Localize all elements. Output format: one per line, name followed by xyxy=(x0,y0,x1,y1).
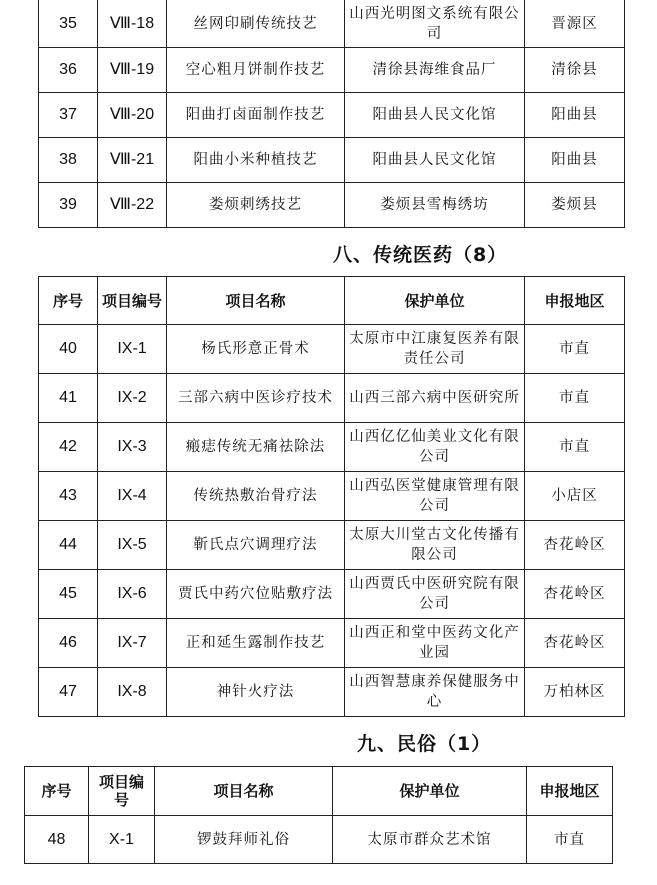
cell-region: 市直 xyxy=(525,423,625,472)
cell-no: 37 xyxy=(39,93,98,138)
table-row xyxy=(39,521,625,570)
cell-unit: 太原市群众艺术馆 xyxy=(333,816,527,864)
cell-name: 杨氏形意正骨术 xyxy=(167,325,345,374)
header-unit: 保护单位 xyxy=(333,767,527,816)
cell-name: 娄烦刺绣技艺 xyxy=(167,183,345,228)
table-row xyxy=(39,138,625,183)
cell-unit: 清徐县海维食品厂 xyxy=(345,48,525,93)
cell-no: 41 xyxy=(39,374,98,423)
cell-no: 35 xyxy=(39,0,98,48)
cell-region: 杏花岭区 xyxy=(525,570,625,619)
cell-name: 传统热敷治骨疗法 xyxy=(167,472,345,521)
cell-name: 靳氏点穴调理疗法 xyxy=(167,521,345,570)
cell-code: IX-2 xyxy=(98,374,167,423)
cell-unit: 山西正和堂中医药文化产业园 xyxy=(345,619,525,668)
cell-no: 44 xyxy=(39,521,98,570)
header-row xyxy=(39,277,625,325)
cell-code: Ⅷ-18 xyxy=(98,0,167,48)
cell-region: 市直 xyxy=(525,325,625,374)
cell-unit: 太原市中江康复医养有限责任公司 xyxy=(345,325,525,374)
table-row xyxy=(39,570,625,619)
cell-code: Ⅷ-20 xyxy=(98,93,167,138)
cell-no: 36 xyxy=(39,48,98,93)
header-unit: 保护单位 xyxy=(345,277,525,325)
cell-region: 杏花岭区 xyxy=(525,619,625,668)
table-header xyxy=(39,277,625,325)
cell-code: IX-8 xyxy=(98,668,167,717)
cell-code: IX-3 xyxy=(98,423,167,472)
header-name: 项目名称 xyxy=(167,277,345,325)
cell-unit: 太原大川堂古文化传播有限公司 xyxy=(345,521,525,570)
cell-region: 阳曲县 xyxy=(525,138,625,183)
section-title-folk-customs: 九、民俗（1） xyxy=(357,733,492,755)
cell-no: 42 xyxy=(39,423,98,472)
header-code: 项目编号 xyxy=(89,767,155,816)
cell-name: 神针火疗法 xyxy=(167,668,345,717)
cell-unit: 山西智慧康养保健服务中心 xyxy=(345,668,525,717)
table-row xyxy=(39,423,625,472)
cell-code: IX-6 xyxy=(98,570,167,619)
header-region: 申报地区 xyxy=(525,277,625,325)
table-row xyxy=(39,472,625,521)
cell-no: 38 xyxy=(39,138,98,183)
table-row xyxy=(39,0,625,48)
header-no: 序号 xyxy=(39,277,98,325)
cell-code: Ⅷ-19 xyxy=(98,48,167,93)
header-row xyxy=(25,767,613,816)
table-row xyxy=(25,816,613,864)
cell-name: 贾氏中药穴位贴敷疗法 xyxy=(167,570,345,619)
cell-unit: 阳曲县人民文化馆 xyxy=(345,138,525,183)
cell-region: 市直 xyxy=(527,816,613,864)
cell-region: 阳曲县 xyxy=(525,93,625,138)
table-body xyxy=(39,0,625,228)
cell-no: 45 xyxy=(39,570,98,619)
table-body xyxy=(25,816,613,864)
cell-code: IX-1 xyxy=(98,325,167,374)
cell-unit: 山西亿亿仙美业文化有限公司 xyxy=(345,423,525,472)
cell-name: 阳曲打卤面制作技艺 xyxy=(167,93,345,138)
cell-code: Ⅷ-21 xyxy=(98,138,167,183)
cell-no: 46 xyxy=(39,619,98,668)
table-row xyxy=(39,48,625,93)
cell-region: 万柏林区 xyxy=(525,668,625,717)
section-title-traditional-medicine: 八、传统医药（8） xyxy=(333,244,508,266)
cell-no: 47 xyxy=(39,668,98,717)
cell-code: X-1 xyxy=(89,816,155,864)
cell-no: 48 xyxy=(25,816,89,864)
cell-region: 小店区 xyxy=(525,472,625,521)
cell-code: IX-4 xyxy=(98,472,167,521)
cell-region: 清徐县 xyxy=(525,48,625,93)
table-body xyxy=(39,325,625,717)
header-name: 项目名称 xyxy=(155,767,333,816)
table-folk-customs xyxy=(24,766,613,864)
cell-region: 娄烦县 xyxy=(525,183,625,228)
cell-unit: 山西弘医堂健康管理有限公司 xyxy=(345,472,525,521)
cell-name: 锣鼓拜师礼俗 xyxy=(155,816,333,864)
table-row xyxy=(39,183,625,228)
table-header xyxy=(25,767,613,816)
cell-name: 瘢痣传统无痛祛除法 xyxy=(167,423,345,472)
cell-region: 晋源区 xyxy=(525,0,625,48)
cell-name: 丝网印刷传统技艺 xyxy=(167,0,345,48)
cell-no: 40 xyxy=(39,325,98,374)
table-row xyxy=(39,93,625,138)
cell-region: 市直 xyxy=(525,374,625,423)
header-code: 项目编号 xyxy=(98,277,167,325)
table-row xyxy=(39,619,625,668)
cell-no: 39 xyxy=(39,183,98,228)
cell-code: IX-7 xyxy=(98,619,167,668)
cell-unit: 山西光明图文系统有限公司 xyxy=(345,0,525,48)
cell-unit: 山西三部六病中医研究所 xyxy=(345,374,525,423)
cell-code: IX-5 xyxy=(98,521,167,570)
table-row xyxy=(39,374,625,423)
cell-unit: 阳曲县人民文化馆 xyxy=(345,93,525,138)
cell-code: Ⅷ-22 xyxy=(98,183,167,228)
cell-name: 三部六病中医诊疗技术 xyxy=(167,374,345,423)
cell-name: 阳曲小米种植技艺 xyxy=(167,138,345,183)
cell-unit: 娄烦县雪梅绣坊 xyxy=(345,183,525,228)
table-section7-continued xyxy=(38,0,625,228)
header-region: 申报地区 xyxy=(527,767,613,816)
table-traditional-medicine xyxy=(38,276,625,717)
cell-name: 正和延生露制作技艺 xyxy=(167,619,345,668)
cell-name: 空心粗月饼制作技艺 xyxy=(167,48,345,93)
cell-no: 43 xyxy=(39,472,98,521)
cell-unit: 山西贾氏中医研究院有限公司 xyxy=(345,570,525,619)
table-row xyxy=(39,668,625,717)
header-no: 序号 xyxy=(25,767,89,816)
table-row xyxy=(39,325,625,374)
cell-region: 杏花岭区 xyxy=(525,521,625,570)
